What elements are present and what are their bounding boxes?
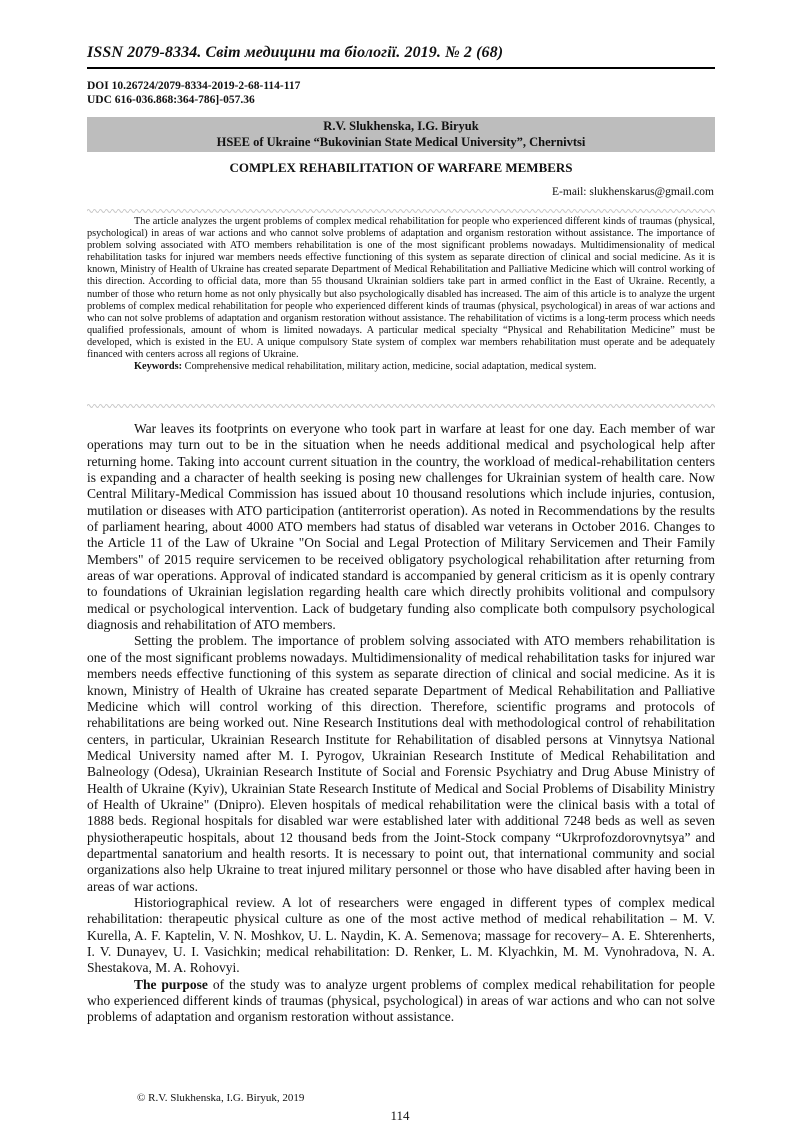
body-paragraph-intro: War leaves its footprints on everyone who took part in warfare at least for one day. Each member of war operations may turn out to be in the situation when he needs additional medical and psychological help after returning home. Taking into account current situation in the country, the workload of medical-rehabilitation centers is expanding and a character of health seeking is posing new challenges for Ukrainian system of health care. Now Central Military-Medical Commission has issued about 10 thousand resolutions which include injuries, contusion, mutilation or diseases with ATO participation (antiterrorist operation). As noted in Recommendations by the results of parliament hearing, about 4000 ATO members had status of disabled war veterans in October 2016. Changes to the Article 11 of the Law of Ukraine "On Social and Legal Protection of Military Servicemen and Their Family Members" of 2015 require servicemen to be received obligatory psychological rehabilitation after returning from areas of war operations. Approval of indicated standard is accompanied by general criticism as it is openly contrary to foundations of Ukrainian legislation regarding health care which directly prohibits volitional and compulsory medical or psychological intervention. Lack of budgetary funding also complicate both compulsory psychological diagnosis and rehabilitation of ATO members. [87,421,715,633]
keywords [87,361,715,373]
doi: DOI 10.26724/2079-8334-2019-2-68-114-117 [87,80,301,92]
author-band [87,117,715,152]
purpose-text: of the study was to analyze urgent problems of complex medical rehabilitation for people who experienced different kinds of traumas (physical, psychological) in areas of war actions and who can not solve problems of adaptation and organism restoration without assistance. [87,976,715,1025]
body-paragraph-problem: Setting the problem. The importance of problem solving associated with ATO members rehabilitation is one of the most significant problems nowadays. Multidimensionality of medical rehabilitation tasks for injured war members needs effective functioning of this system as separate direction of clinical and social medicine. As it is known, Ministry of Health of Ukraine has created separate Department of Medical Rehabilitation and Palliative Medicine which will control working of this direction. Therefore, scientific programs and protocols of rehabilitations are being worked out. Nine Research Institutions deal with methodological control of rehabilitation centers, in particular, Ukrainian Research Institute for Rehabilitation of disabled persons at Vinnytsya National Medical University named after M. I. Pyrogov, Ukrainian Research Institute of Medical Rehabilitation and Balneology (Odesa), Ukrainian Research Institute of Social and Forensic Psychiatry and Drug Abuse Ministry of Health of Ukraine (Kyiv), Ukrainian State Research Institute of Medical and Social Problems of Disability Ministry of Health of Ukraine" (Dnipro). Eleven hospitals of medical rehabilitation were the clinical basis with a total of 1888 beds. Regional hospitals for disabled war were established later with additional 7248 beds as well as seven physiotherapeutic hospitals, about 12 thousand beds from the Joint-Stock company “Ukrprofozdorovnytsya” and departmental sanatorium and health resorts. It is necessary to point out, that international community and social organizations also help Ukraine to treat injured military personnel or those who have disabled after having been in areas of war actions. [87,633,715,894]
header-rule [87,67,715,69]
udc: UDC 616-036.868:364-786]-057.36 [87,94,255,106]
identifiers [87,79,300,107]
abstract-top-divider [87,208,715,214]
copyright: © R.V. Slukhenska, I.G. Biryuk, 2019 [137,1092,305,1104]
keywords-list: Comprehensive medical rehabilitation, military action, medicine, social adaptation, medical system. [182,361,597,373]
abstract [87,216,715,373]
keywords-label: Keywords: [134,361,183,373]
author-names: R.V. Slukhenska, I.G. Biryuk [323,119,479,133]
abstract-bottom-divider [87,403,715,409]
abstract-text: The article analyzes the urgent problems of complex medical rehabilitation for people who experienced different kinds of traumas (physical, psychological) in areas of war actions and who cannot solve problems of adaptation and organism restoration without assistance. The importance of problem solving associated with ATO members rehabilitation is one of the most significant problems nowadays. Multidimensionality of medical rehabilitation tasks for injured war members needs effective functioning of this system as separate direction of clinical and social medicine. As it is known, Ministry of Health of Ukraine has created separate Department of Medical Rehabilitation and Palliative Medicine which will control working of this direction. According to official data, more than 55 thousand Ukrainian soldiers take part in armed conflict in the East of Ukraine. Recently, a number of those who return home as not only physically but also psychologically disabled has increased. The aim of this article is to analyze the urgent problems of complex medical rehabilitation for people who experienced different kinds of traumas (physical, psychological) in areas of war actions and who can not solve problems of adaptation and organism restoration without assistance. The rehabilitation of victims is a long-term process which needs qualified professionals, amount of whom is limited nowadays. A particular medical specialty “Physical and Rehabilitation Medicine” must be developed, which is existed in the EU. A unique compulsory State system of complex war members rehabilitation must operate and be adequately financed with centers across all regions of Ukraine. [87,216,715,361]
page-number: 114 [390,1108,410,1123]
journal-header: ISSN 2079-8334. Світ медицини та біології. 2019. № 2 (68) [87,44,504,61]
body-paragraph-purpose [87,977,715,1026]
purpose-label: The purpose [134,976,208,992]
author-affiliation: HSEE of Ukraine “Bukovinian State Medical University”, Chernivtsi [216,135,586,149]
article-body [87,421,715,1026]
paper-title: COMPLEX REHABILITATION OF WARFARE MEMBERS [229,160,573,175]
author-email: E-mail: slukhenskarus@gmail.com [552,186,714,198]
body-paragraph-review: Historiographical review. A lot of researchers were engaged in different types of complex medical rehabilitation: therapeutic physical culture as one of the most active method of medical rehabilitation – M. V. Kurella, A. F. Kaptelin, V. N. Moshkov, U. L. Naydin, K. A. Semenova; massage for recovery– A. E. Shterenherts, I. V. Dunayev, U. I. Vasichkin; medical rehabilitation: D. Renker, L. M. Klyachkin, M. M. Vynohradova, N. A. Shestakova, M. A. Rohovyi. [87,894,715,976]
